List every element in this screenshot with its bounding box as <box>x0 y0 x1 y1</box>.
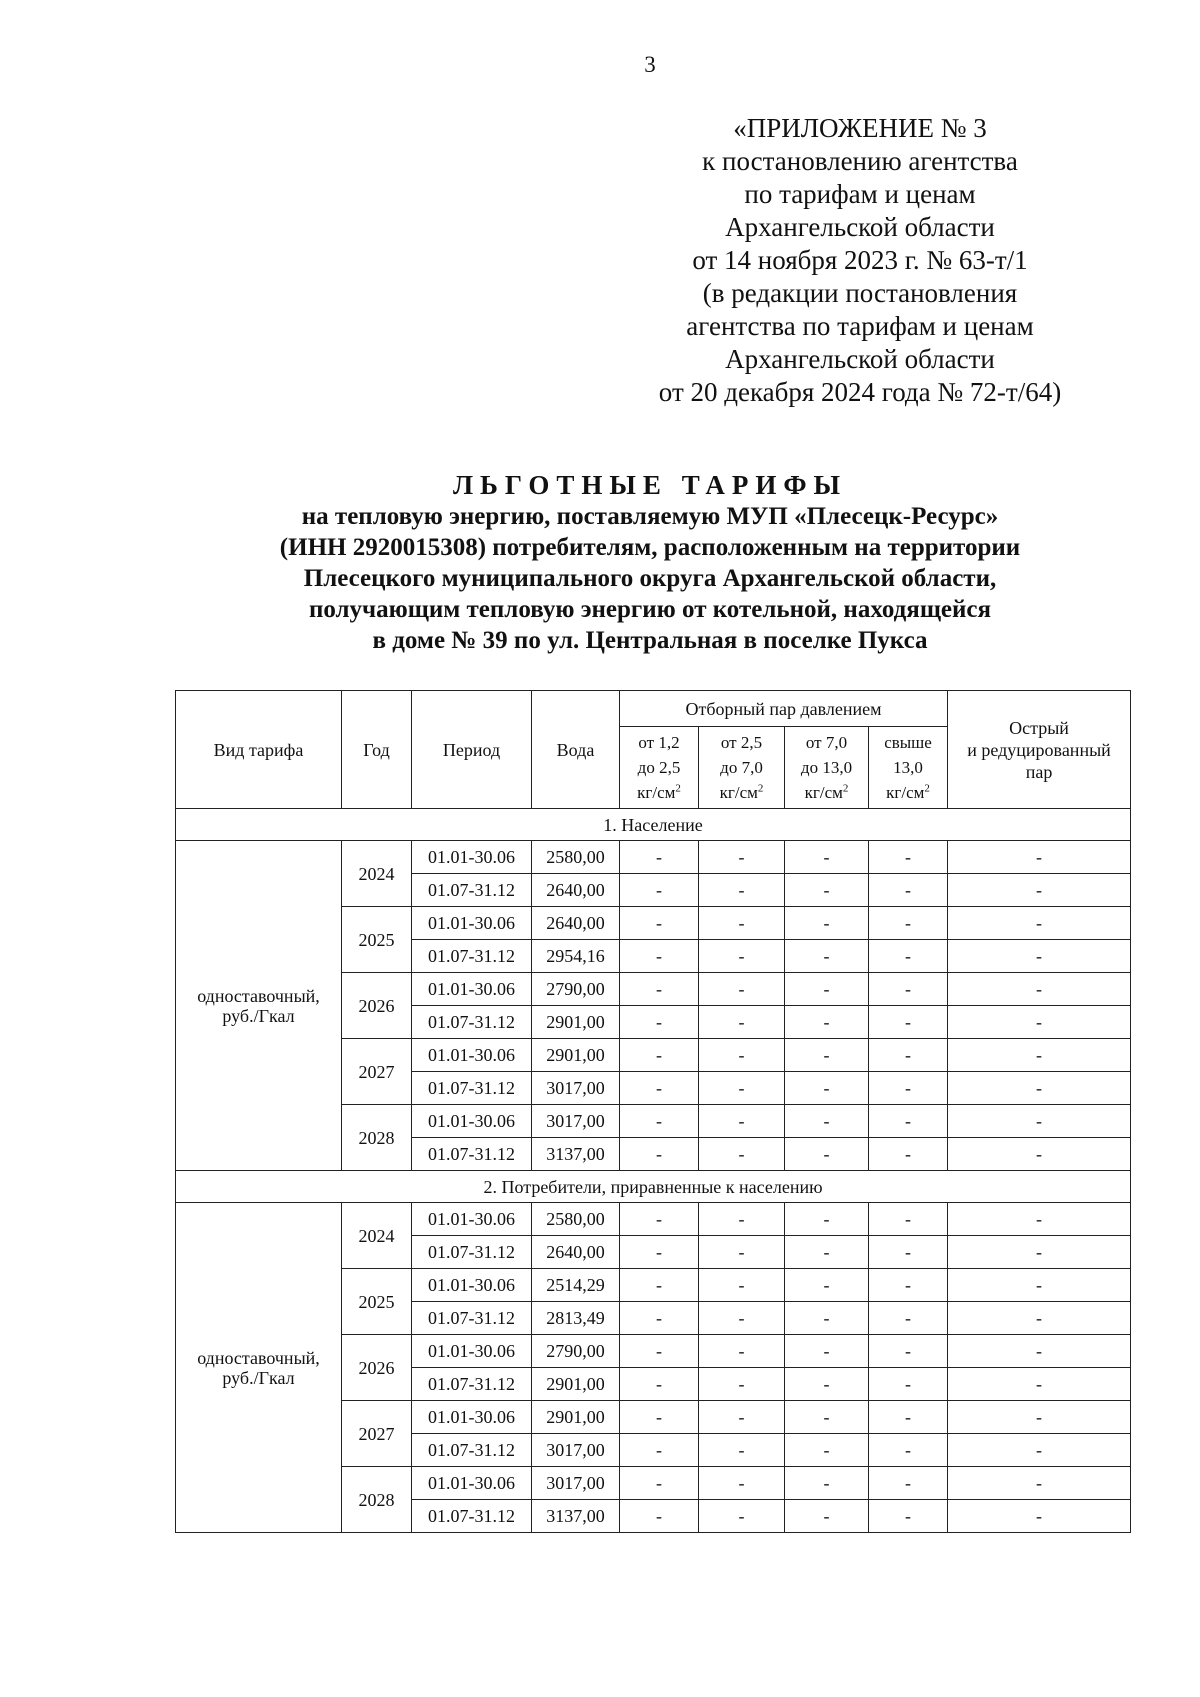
period-cell: 01.01-30.06 <box>412 1401 532 1434</box>
water-cell: 3137,00 <box>532 1500 620 1533</box>
steam-cell: - <box>699 1269 785 1302</box>
water-cell: 2514,29 <box>532 1269 620 1302</box>
acute-steam-cell: - <box>948 1302 1131 1335</box>
steam-cell: - <box>620 841 699 874</box>
water-cell: 3017,00 <box>532 1434 620 1467</box>
header-period: Период <box>412 691 532 809</box>
period-cell: 01.07-31.12 <box>412 1368 532 1401</box>
steam-cell: - <box>869 1006 948 1039</box>
steam-cell: - <box>869 1401 948 1434</box>
year-cell: 2027 <box>342 1401 412 1467</box>
title-line: в доме № 39 по ул. Центральная в поселке Пукса <box>372 627 928 654</box>
steam-cell: - <box>620 973 699 1006</box>
acute-steam-cell: - <box>948 841 1131 874</box>
acute-steam-cell: - <box>948 1368 1131 1401</box>
steam-cell: - <box>785 1335 869 1368</box>
period-cell: 01.07-31.12 <box>412 1072 532 1105</box>
tariff-type-cell <box>176 841 342 1171</box>
header-tariff-type: Вид тарифа <box>176 691 342 809</box>
period-cell: 01.07-31.12 <box>412 1302 532 1335</box>
acute-steam-cell: - <box>948 1500 1131 1533</box>
steam-cell: - <box>785 1138 869 1171</box>
steam-cell: - <box>620 1368 699 1401</box>
steam-cell: - <box>699 874 785 907</box>
appendix-line: от 20 декабря 2024 года № 72-т/64) <box>658 377 1062 407</box>
period-cell: 01.07-31.12 <box>412 1434 532 1467</box>
period-cell: 01.01-30.06 <box>412 973 532 1006</box>
water-cell: 3137,00 <box>532 1138 620 1171</box>
water-cell: 2640,00 <box>532 874 620 907</box>
steam-cell: - <box>699 1467 785 1500</box>
period-cell: 01.01-30.06 <box>412 907 532 940</box>
steam-cell: - <box>620 1203 699 1236</box>
pressure-line: свыше <box>884 733 932 752</box>
pressure-line: 13,0 <box>893 758 923 777</box>
steam-cell: - <box>785 1434 869 1467</box>
water-cell: 2813,49 <box>532 1302 620 1335</box>
tariff-type-cell <box>176 1203 342 1533</box>
page-number: 3 <box>644 52 656 77</box>
water-cell: 2580,00 <box>532 841 620 874</box>
steam-cell: - <box>785 1105 869 1138</box>
steam-cell: - <box>869 1236 948 1269</box>
period-cell: 01.07-31.12 <box>412 874 532 907</box>
pressure-line: до 13,0 <box>800 758 853 777</box>
water-cell: 2901,00 <box>532 1039 620 1072</box>
steam-cell: - <box>699 1302 785 1335</box>
steam-cell: - <box>869 907 948 940</box>
steam-cell: - <box>620 1269 699 1302</box>
steam-cell: - <box>699 841 785 874</box>
steam-cell: - <box>785 1072 869 1105</box>
steam-cell: - <box>785 1236 869 1269</box>
steam-cell: - <box>785 1368 869 1401</box>
pressure-unit-sup: 2 <box>675 782 681 795</box>
pressure-line: до 7,0 <box>720 758 763 777</box>
section-row <box>176 1171 1131 1203</box>
pressure-line: от 1,2 <box>638 733 680 752</box>
pressure-unit-text: кг/см <box>886 783 925 802</box>
steam-cell: - <box>699 1335 785 1368</box>
steam-cell: - <box>620 1434 699 1467</box>
tariff-type-unit: руб./Гкал <box>222 1005 295 1026</box>
steam-cell: - <box>785 1500 869 1533</box>
steam-cell: - <box>869 1467 948 1500</box>
pressure-line: от 7,0 <box>805 733 848 752</box>
header-steam-pressure <box>785 727 869 809</box>
pressure-unit <box>622 780 696 805</box>
steam-cell: - <box>699 1434 785 1467</box>
steam-cell: - <box>699 1006 785 1039</box>
acute-steam-cell: - <box>948 1467 1131 1500</box>
table-row <box>176 1203 1131 1236</box>
steam-cell: - <box>620 1039 699 1072</box>
period-cell: 01.01-30.06 <box>412 1269 532 1302</box>
title-line: Плесецкого муниципального округа Архангельской области, <box>303 565 997 592</box>
acute-steam-cell: - <box>948 1236 1131 1269</box>
water-cell: 2580,00 <box>532 1203 620 1236</box>
year-cell: 2026 <box>342 973 412 1039</box>
year-cell: 2028 <box>342 1105 412 1171</box>
steam-cell: - <box>699 973 785 1006</box>
steam-cell: - <box>785 940 869 973</box>
steam-cell: - <box>869 1039 948 1072</box>
header-acute-steam <box>948 691 1131 809</box>
appendix-line: агентства по тарифам и ценам <box>686 311 1034 341</box>
section-title: 1. Население <box>176 809 1131 841</box>
header-steam-pressure <box>620 727 699 809</box>
water-cell: 2790,00 <box>532 1335 620 1368</box>
steam-cell: - <box>785 1269 869 1302</box>
steam-cell: - <box>869 940 948 973</box>
period-cell: 01.01-30.06 <box>412 1467 532 1500</box>
tariff-table <box>175 690 1131 1533</box>
acute-steam-cell: - <box>948 907 1131 940</box>
year-cell: 2024 <box>342 1203 412 1269</box>
acute-steam-cell: - <box>948 1105 1131 1138</box>
tariff-type-unit: руб./Гкал <box>222 1367 295 1388</box>
title-line: на тепловую энергию, поставляемую МУП «Плесецк-Ресурс» <box>301 503 999 530</box>
title-line: (ИНН 2920015308) потребителям, расположенным на территории <box>279 534 1021 561</box>
steam-cell: - <box>869 1368 948 1401</box>
acute-steam-cell: - <box>948 874 1131 907</box>
acute-steam-cell: - <box>948 1401 1131 1434</box>
appendix-line: Архангельской области <box>725 212 995 242</box>
steam-cell: - <box>785 1006 869 1039</box>
period-cell: 01.07-31.12 <box>412 1138 532 1171</box>
header-steam-pressure <box>699 727 785 809</box>
steam-cell: - <box>869 1500 948 1533</box>
year-cell: 2027 <box>342 1039 412 1105</box>
water-cell: 2954,16 <box>532 940 620 973</box>
table-row <box>176 841 1131 874</box>
appendix-line: к постановлению агентства <box>702 146 1018 176</box>
period-cell: 01.07-31.12 <box>412 940 532 973</box>
acute-steam-cell: - <box>948 973 1131 1006</box>
steam-cell: - <box>869 1203 948 1236</box>
steam-cell: - <box>620 874 699 907</box>
year-cell: 2024 <box>342 841 412 907</box>
tariff-type-line: одноставочный, <box>197 985 320 1006</box>
steam-cell: - <box>869 1105 948 1138</box>
steam-cell: - <box>699 1368 785 1401</box>
document-title <box>150 470 1150 656</box>
water-cell: 2901,00 <box>532 1006 620 1039</box>
water-cell: 3017,00 <box>532 1105 620 1138</box>
steam-cell: - <box>785 1203 869 1236</box>
pressure-unit-text: кг/см <box>804 783 843 802</box>
steam-cell: - <box>785 1039 869 1072</box>
water-cell: 3017,00 <box>532 1072 620 1105</box>
steam-cell: - <box>620 940 699 973</box>
appendix-line: Архангельской области <box>725 344 995 374</box>
water-cell: 2640,00 <box>532 1236 620 1269</box>
tariff-type-line: одноставочный, <box>197 1347 320 1368</box>
title-line: получающим тепловую энергию от котельной, находящейся <box>308 596 992 623</box>
period-cell: 01.01-30.06 <box>412 1039 532 1072</box>
steam-cell: - <box>785 1467 869 1500</box>
steam-cell: - <box>699 1203 785 1236</box>
pressure-line: до 2,5 <box>637 758 681 777</box>
header-steam-group: Отборный пар давлением <box>620 691 948 727</box>
steam-cell: - <box>869 1138 948 1171</box>
steam-cell: - <box>785 973 869 1006</box>
steam-cell: - <box>699 1105 785 1138</box>
period-cell: 01.01-30.06 <box>412 1335 532 1368</box>
period-cell: 01.01-30.06 <box>412 1105 532 1138</box>
header-water: Вода <box>532 691 620 809</box>
steam-cell: - <box>869 973 948 1006</box>
steam-cell: - <box>699 1500 785 1533</box>
steam-cell: - <box>699 1039 785 1072</box>
period-cell: 01.07-31.12 <box>412 1236 532 1269</box>
section-title: 2. Потребители, приравненные к населению <box>176 1171 1131 1203</box>
period-cell: 01.01-30.06 <box>412 1203 532 1236</box>
pressure-unit-text: кг/см <box>637 783 676 802</box>
pressure-unit-sup: 2 <box>842 782 849 795</box>
steam-cell: - <box>699 1236 785 1269</box>
steam-cell: - <box>620 907 699 940</box>
year-cell: 2026 <box>342 1335 412 1401</box>
steam-cell: - <box>699 907 785 940</box>
appendix-line: по тарифам и ценам <box>744 179 976 209</box>
water-cell: 2901,00 <box>532 1368 620 1401</box>
title-heading: ЛЬГОТНЫЕ ТАРИФЫ <box>452 470 848 500</box>
appendix-line: (в редакции постановления <box>702 278 1018 308</box>
header-steam-pressure <box>869 727 948 809</box>
steam-cell: - <box>620 1006 699 1039</box>
pressure-unit-text: кг/см <box>719 783 758 802</box>
steam-cell: - <box>620 1302 699 1335</box>
steam-cell: - <box>869 1302 948 1335</box>
acute-steam-cell: - <box>948 1434 1131 1467</box>
header-acute-line: и редуцированный <box>967 739 1111 760</box>
period-cell: 01.07-31.12 <box>412 1500 532 1533</box>
steam-cell: - <box>620 1236 699 1269</box>
pressure-unit <box>871 780 945 805</box>
steam-cell: - <box>869 1434 948 1467</box>
year-cell: 2025 <box>342 1269 412 1335</box>
steam-cell: - <box>620 1138 699 1171</box>
steam-cell: - <box>699 1138 785 1171</box>
steam-cell: - <box>869 1269 948 1302</box>
water-cell: 3017,00 <box>532 1467 620 1500</box>
acute-steam-cell: - <box>948 940 1131 973</box>
steam-cell: - <box>620 1500 699 1533</box>
appendix-line: от 14 ноября 2023 г. № 63-т/1 <box>692 245 1028 275</box>
steam-cell: - <box>869 841 948 874</box>
acute-steam-cell: - <box>948 1335 1131 1368</box>
steam-cell: - <box>869 1072 948 1105</box>
steam-cell: - <box>620 1467 699 1500</box>
steam-cell: - <box>620 1072 699 1105</box>
pressure-unit <box>787 780 866 805</box>
header-year: Год <box>342 691 412 809</box>
acute-steam-cell: - <box>948 1039 1131 1072</box>
steam-cell: - <box>785 874 869 907</box>
appendix-header <box>600 112 1120 409</box>
acute-steam-cell: - <box>948 1269 1131 1302</box>
water-cell: 2640,00 <box>532 907 620 940</box>
steam-cell: - <box>785 841 869 874</box>
acute-steam-cell: - <box>948 1203 1131 1236</box>
steam-cell: - <box>785 907 869 940</box>
table-body <box>176 809 1131 1533</box>
water-cell: 2790,00 <box>532 973 620 1006</box>
steam-cell: - <box>620 1335 699 1368</box>
steam-cell: - <box>869 1335 948 1368</box>
year-cell: 2025 <box>342 907 412 973</box>
pressure-unit-sup: 2 <box>757 782 764 795</box>
water-cell: 2901,00 <box>532 1401 620 1434</box>
steam-cell: - <box>785 1302 869 1335</box>
acute-steam-cell: - <box>948 1138 1131 1171</box>
section-row <box>176 809 1131 841</box>
steam-cell: - <box>699 940 785 973</box>
appendix-line: «ПРИЛОЖЕНИЕ № 3 <box>733 113 987 143</box>
pressure-unit <box>701 780 782 805</box>
steam-cell: - <box>620 1105 699 1138</box>
steam-cell: - <box>620 1401 699 1434</box>
steam-cell: - <box>699 1072 785 1105</box>
steam-cell: - <box>785 1401 869 1434</box>
header-acute-line: пар <box>1025 761 1053 782</box>
acute-steam-cell: - <box>948 1006 1131 1039</box>
header-acute-line: Острый <box>1009 717 1069 738</box>
pressure-line: от 2,5 <box>720 733 763 752</box>
year-cell: 2028 <box>342 1467 412 1533</box>
period-cell: 01.01-30.06 <box>412 841 532 874</box>
acute-steam-cell: - <box>948 1072 1131 1105</box>
steam-cell: - <box>869 874 948 907</box>
steam-cell: - <box>699 1401 785 1434</box>
pressure-unit-sup: 2 <box>924 782 930 795</box>
period-cell: 01.07-31.12 <box>412 1006 532 1039</box>
